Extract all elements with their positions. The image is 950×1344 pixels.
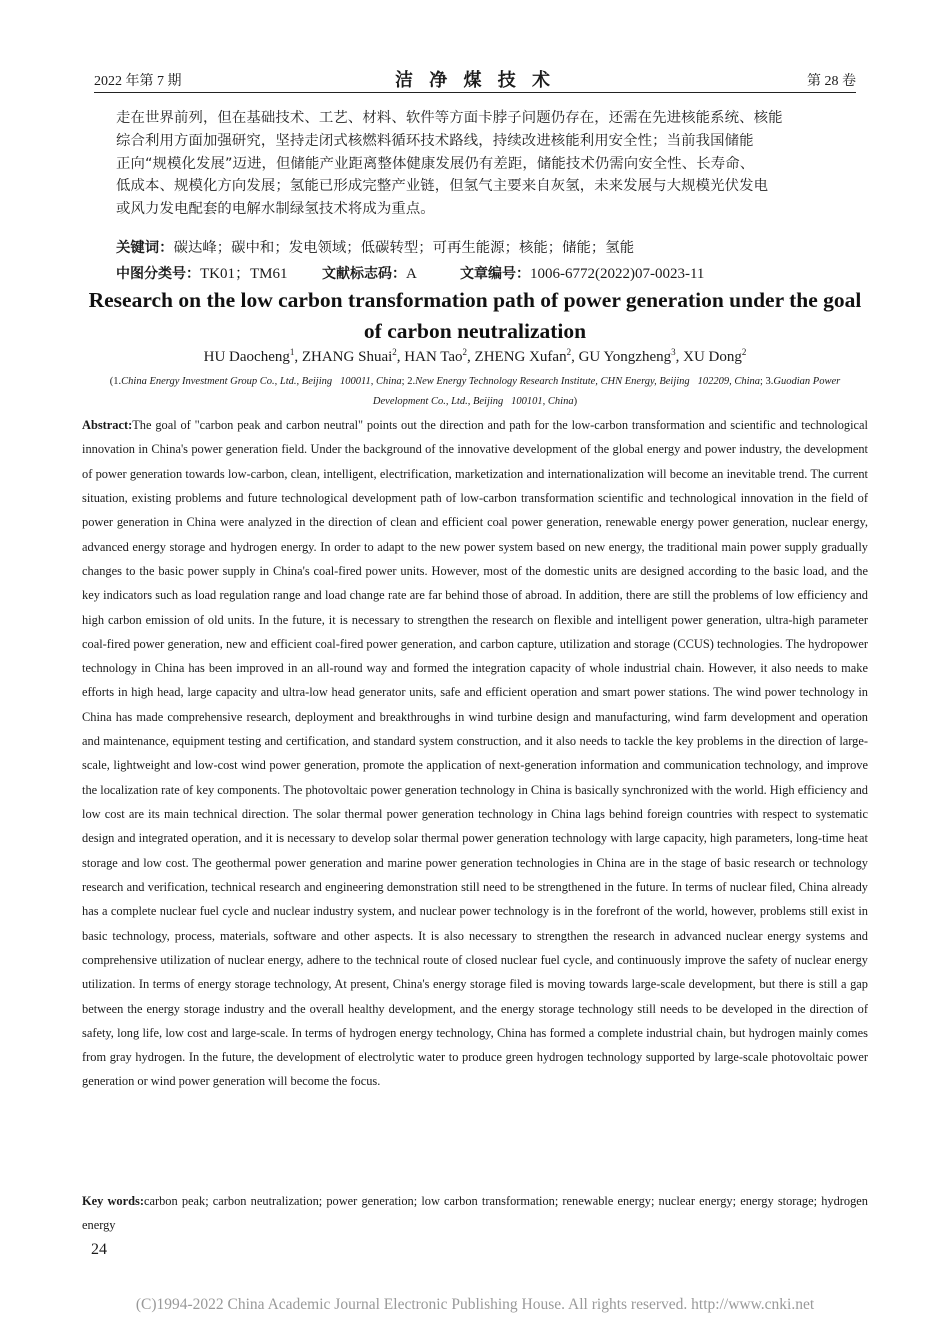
chinese-keywords — [116, 236, 852, 257]
page-number: 24 — [91, 1241, 107, 1258]
author-name: ZHENG Xufan — [474, 349, 567, 365]
journal-name: 洁 净 煤 技 术 — [394, 70, 556, 91]
author-name: HU Daocheng — [203, 349, 290, 365]
english-keywords — [82, 1189, 868, 1237]
zh-abstract-line: 走在世界前列，但在基础技术、工艺、材料、软件等方面卡脖子问题仍存在，还需在先进核能系统、核能 — [116, 110, 783, 126]
paper-title-en: Research on the low carbon transformation path of power generation under the goal of carbon neutralization — [88, 288, 862, 343]
affiliation-3-code: 100101, China — [511, 396, 574, 407]
zh-keywords-label: 关键词： — [116, 240, 174, 256]
author-affiliation-mark: 3 — [671, 347, 676, 357]
author-name: GU Yongzheng — [578, 349, 672, 365]
abstract-label: Abstract: — [82, 418, 133, 432]
chinese-abstract — [116, 107, 852, 221]
article-number-value: 1006-6772(2022)07-0023-11 — [530, 266, 705, 282]
zh-abstract-line: 综合利用方面加强研究，坚持走闭式核燃料循环技术路线，持续改进核能利用安全性；当前我国储能 — [116, 132, 754, 149]
author-affiliation-mark: 2 — [566, 347, 572, 357]
english-abstract — [82, 413, 868, 1094]
abstract-text: The goal of "carbon peak and carbon neutral" points out the direction and path for the low-carbon transformation and scientific and technological innovation in China's power generation field. Under the background of the innovative development of the global energy and power industry, the development of power generation towards low-carbon, clean, intelligent, electrification, marketization and internationalization will become an inevitable trend. The current situation, existing problems and future technological development path of low-carbon transformation scientific and technological innovation in the field of power generation in China were analyzed in the direction of clean and efficient coal power generation, renewable energy power generation, nuclear energy, advanced energy storage and hydrogen energy. In order to adapt to the new power system based on new energy, the traditional main power supply gradually changes to the basic power supply in China's coal-fired power units. However, most of the domestic units are designed according to the basic load, and the key indicators such as load regulation range and load change rate are far behind those of abroad. In addition, there are still the problems of low efficiency and high carbon emission of old units. In the future, it is necessary to strengthen the research on flexible and intelligent power generation, ultra-high parameter coal-fired power generation, new and efficient coal-fired power generation, and carbon capture, utilization and storage (CCUS) technologies. The hydropower technology in China has been improved in an all-round way and formed the integration capacity of whole industrial chain. However, it also needs to make efforts in high head, large capacity and ultra-low head generator units, safe and efficient operation and smart power stations. The wind power technology in China has made comprehensive research, deployment and breakthroughs in wind turbine design and manufacturing, wind farm development and operation and maintenance, equipment testing and certification, and standard system construction, and it also needs to tackle the key problems in the direction of large-scale, lightweight and low-cost wind power generation, promote the application of next-generation information and communication technology, and improve the localization rate of key components. The photovoltaic power generation technology in China is basically synchronized with the world. High efficiency and low cost are its main technical direction. The solar thermal power generation technology in China lags behind foreign countries with respect to systematic design and integrated operation, and it is necessary to develop solar thermal power generation technology with large capacity, high parameters, long-time heat storage and low cost. The geothermal power generation and marine power generation technologies in China are in the stage of basic research or technology research and verification, technical research and engineering demonstration still need to be strengthened in the future. In terms of nuclear filed, China already has a complete nuclear fuel cycle and nuclear industry system, and nuclear power technology is in the forefront of the world, however, problems still exist in basic technology, process, materials, software and other aspects. It is also necessary to strengthen the research in advanced nuclear energy systems and comprehensive utilization of nuclear energy, adhere to the technical route of closed nuclear fuel cycle, and continuously improve the safety of nuclear energy utilization. In terms of energy storage technology, At present, China's energy storage filed is moving towards large-scale development, but there is still a gap between the energy storage industry and the overall healthy development, and the energy storage technology still needs to be developed in the direction of safety, long life, low cost and large-scale. In terms of hydrogen energy technology, China has formed a complete industrial chain, but hydrogen mainly comes from gray hydrogen. In the future, the development of electrolytic water to produce green hydrogen technology supported by large-scale photovoltaic power generation or wind power generation will become the focus. — [82, 418, 868, 1089]
affiliation-3: Guodian Power Development Co., Ltd., Beijing — [372, 376, 841, 407]
running-header — [94, 64, 856, 93]
zh-abstract-line: 或风力发电配套的电解水制绿氢技术将成为重点。 — [116, 201, 435, 218]
volume-label: 第 28 卷 — [807, 74, 856, 89]
affiliations: (1.China Energy Investment Group Co., Ltd., Beijing 100011, China; 2.New Energy Technology Research Institute, CHN Energy, Beijing 102209, China; 3.Guodian Power Development Co., Ltd., Beijing 100101, China) — [109, 376, 841, 407]
author-affiliation-mark: 2 — [392, 347, 397, 357]
keywords-text: carbon peak; carbon neutralization; power generation; low carbon transformation; renewable energy; nuclear energy; energy storage; hydrogen energy — [82, 1194, 868, 1232]
author-name: HAN Tao — [404, 349, 463, 365]
issue-label: 2022 年第 7 期 — [94, 74, 182, 89]
author-affiliation-mark: 1 — [289, 347, 295, 357]
author-affiliation-mark: 2 — [741, 347, 747, 357]
zh-abstract-line: 低成本、规模化方向发展；氢能已形成完整产业链，但氢气主要来自灰氢，未来发展与大规模光伏发电 — [116, 178, 769, 195]
zh-keywords-text: 碳达峰；碳中和；发电领域；低碳转型；可再生能源；核能；储能；氢能 — [173, 240, 635, 256]
classification-line — [116, 262, 852, 283]
author-affiliation-mark: 2 — [462, 347, 468, 357]
affiliation-2: New Energy Technology Research Institute, CHN Energy, Beijing — [415, 376, 690, 387]
affiliation-number: 2. — [407, 376, 416, 387]
affiliation-1: China Energy Investment Group Co., Ltd., Beijing — [121, 376, 333, 387]
affiliation-number: 1. — [113, 376, 122, 387]
author-list: HU Daocheng$^1$, ZHANG Shuai$^2$, HAN Tao$^2$, ZHENG Xufan$^2$, GU Yongzheng$^3$, XU Dong$^2$ — [203, 347, 747, 365]
author-name: ZHANG Shuai — [301, 349, 393, 365]
affiliation-1-code: 100011, China — [340, 376, 402, 387]
doc-code-label: 文献标志码： — [322, 266, 406, 282]
author-name: XU Dong — [683, 349, 742, 365]
copyright-footer: (C)1994-2022 China Academic Journal Electronic Publishing House. All rights reserved. http://www.cnki.net — [135, 1296, 815, 1313]
clc-value: TK01；TM61 — [200, 266, 288, 282]
doc-code-value: A — [406, 266, 417, 282]
affiliation-2-code: 102209, China — [697, 376, 760, 387]
affiliation-number: 3. — [765, 376, 774, 387]
zh-abstract-line: 正向“规模化发展”迈进，但储能产业距离整体健康发展仍有差距，储能技术仍需向安全性、长寿命、 — [116, 155, 755, 172]
article-number-label: 文章编号： — [460, 266, 530, 282]
keywords-label: Key words: — [82, 1194, 144, 1208]
clc-label: 中图分类号： — [116, 266, 200, 282]
